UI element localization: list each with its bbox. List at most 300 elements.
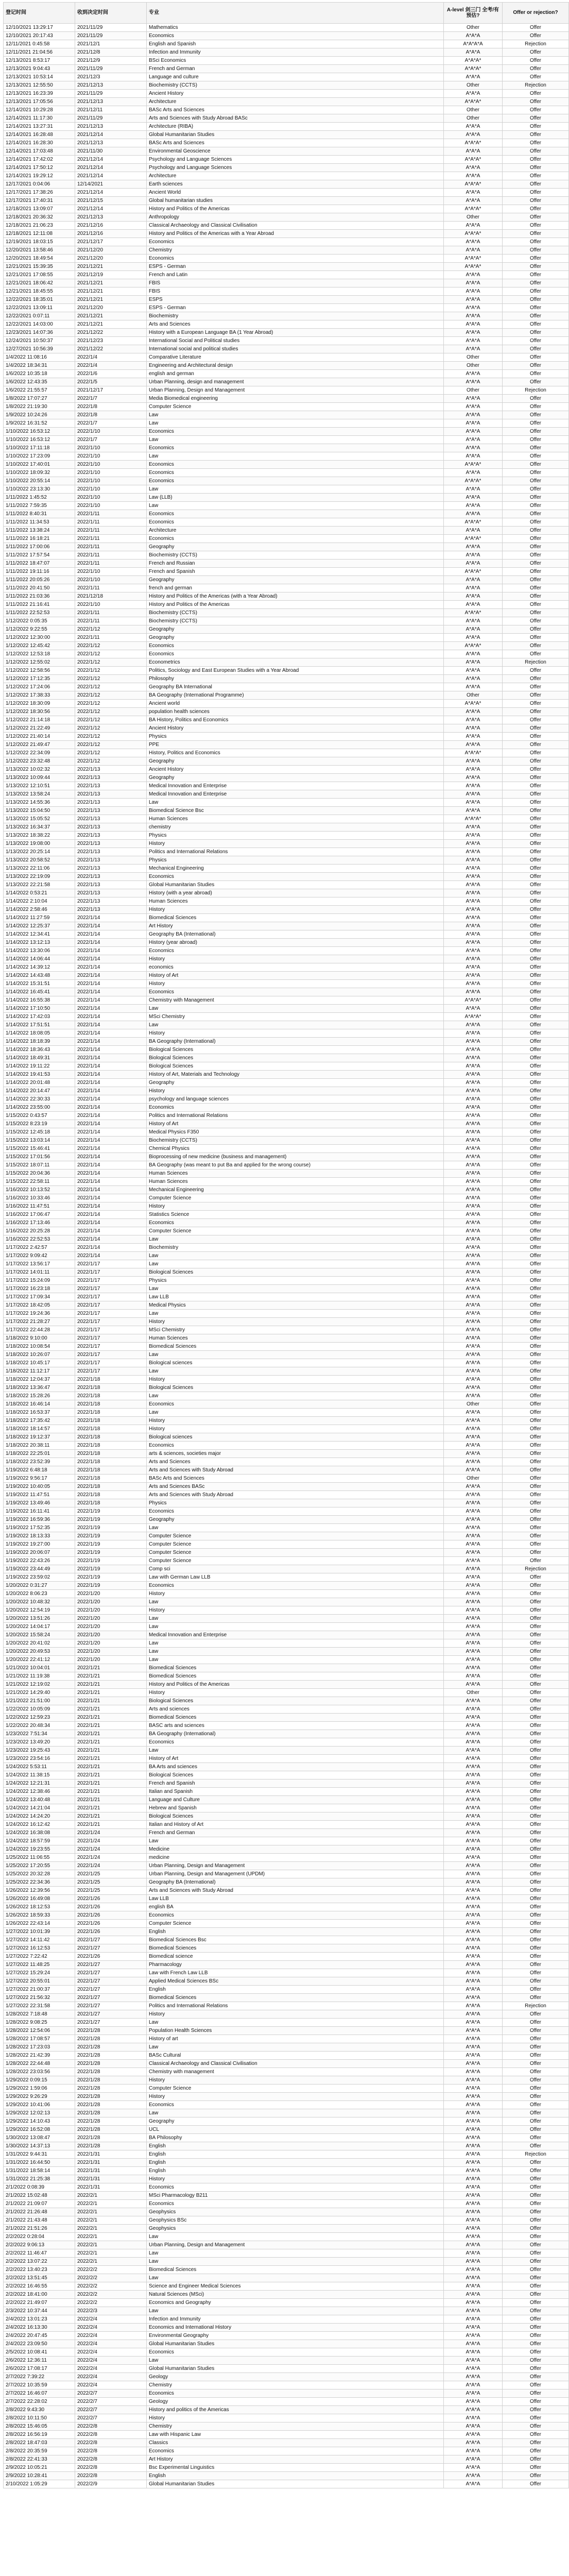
cell-alevel: A*A*A [444,1433,503,1442]
cell-offer: Offer [503,1227,569,1235]
cell-offer: Offer [503,980,569,988]
cell-alevel: A*A*A [444,2398,503,2406]
cell-decision-time: 2022/1/13 [75,873,147,881]
cell-offer: Offer [503,230,569,238]
cell-decision-time: 2022/1/11 [75,543,147,551]
cell-alevel: A*A*A [444,865,503,873]
cell-alevel: A*A*A [444,1483,503,1491]
cell-decision-time: 2021/12/21 [75,287,147,296]
cell-decision-time: 2022/1/18 [75,1425,147,1433]
cell-date-registered: 1/18/2022 22:25:01 [4,1450,75,1458]
cell-subject: Arts and Sciences [147,1458,444,1466]
cell-alevel: A*A*A [444,1796,503,1804]
table-row [4,2019,569,2027]
table-row [4,889,569,897]
cell-date-registered: 1/13/2022 22:11:06 [4,865,75,873]
cell-decision-time: 2022/1/13 [75,790,147,799]
cell-date-registered: 1/13/2022 14:55:36 [4,799,75,807]
table-row [4,1878,569,1887]
cell-offer: Offer [503,1788,569,1796]
cell-subject: Biological sciences [147,1433,444,1442]
cell-alevel: A*A*A [444,73,503,81]
cell-alevel: A*A*A [444,2010,503,2019]
cell-alevel: A*A*A [444,2455,503,2464]
cell-date-registered: 1/18/2022 16:53:37 [4,1409,75,1417]
cell-alevel: A*A*A [444,2101,503,2109]
cell-alevel: A*A*A [444,1029,503,1038]
cell-date-registered: 1/14/2022 2:10:04 [4,897,75,906]
cell-date-registered: 1/18/2022 10:26:07 [4,1351,75,1359]
cell-decision-time: 2022/2/8 [75,2472,147,2480]
table-row [4,1054,569,1062]
table-row [4,947,569,955]
table-row [4,1293,569,1301]
table-row [4,1202,569,1211]
cell-alevel: A*A*A [444,485,503,494]
cell-offer: Offer [503,1260,569,1268]
cell-offer: Offer [503,1771,569,1780]
cell-alevel: A*A*A [444,370,503,378]
cell-subject: Ancient History [147,90,444,98]
table-row [4,1186,569,1194]
table-row [4,2340,569,2348]
cell-decision-time: 2022/1/26 [75,1928,147,1936]
cell-alevel: A*A*A* [444,642,503,650]
table-row [4,1046,569,1054]
cell-date-registered: 12/20/2021 13:58:46 [4,246,75,255]
cell-date-registered: 1/31/2022 16:44:50 [4,2159,75,2167]
cell-alevel: A*A*A [444,1153,503,1161]
cell-decision-time: 2021/12/16 [75,222,147,230]
cell-date-registered: 1/11/2022 11:34:53 [4,518,75,527]
cell-date-registered: 1/14/2022 13:30:06 [4,947,75,955]
cell-date-registered: 2/1/2022 0:08:39 [4,2183,75,2192]
table-row [4,2274,569,2282]
cell-date-registered: 2/9/2022 10:28:41 [4,2472,75,2480]
cell-offer: Offer [503,2225,569,2233]
table-row [4,584,569,592]
table-row [4,2315,569,2324]
cell-subject: Psychology and Language Sciences [147,164,444,172]
cell-date-registered: 2/8/2022 18:47:03 [4,2439,75,2447]
cell-alevel: A*A*A [444,279,503,287]
cell-alevel: A*A*A [444,428,503,436]
table-row [4,1252,569,1260]
cell-offer: Offer [503,1483,569,1491]
cell-offer: Offer [503,1763,569,1771]
cell-offer: Offer [503,329,569,337]
cell-date-registered: 1/23/2022 7:51:34 [4,1730,75,1738]
cell-decision-time: 2022/2/1 [75,2233,147,2241]
cell-date-registered: 1/11/2022 20:41:50 [4,584,75,592]
table-row [4,403,569,411]
cell-date-registered: 12/11/2021 21:04:56 [4,48,75,57]
table-row [4,1730,569,1738]
cell-offer: Offer [503,1458,569,1466]
table-row [4,551,569,560]
cell-alevel: Other [444,1400,503,1409]
cell-date-registered: 1/10/2022 18:09:32 [4,469,75,477]
cell-date-registered: 1/6/2022 12:43:35 [4,378,75,386]
cell-offer: Offer [503,1796,569,1804]
cell-alevel: Other [444,386,503,395]
cell-date-registered: 1/31/2022 21:25:38 [4,2175,75,2183]
cell-subject: arts & sciences, societies major [147,1450,444,1458]
cell-offer: Offer [503,889,569,897]
cell-alevel: A*A*A [444,922,503,930]
cell-alevel: A*A*A [444,1623,503,1631]
cell-decision-time: 2022/1/12 [75,642,147,650]
table-row [4,2357,569,2365]
cell-alevel: A*A*A* [444,263,503,271]
cell-alevel: A*A*A [444,848,503,856]
cell-date-registered: 1/29/2022 16:52:08 [4,2126,75,2134]
cell-alevel: A*A*A [444,2192,503,2200]
cell-decision-time: 2022/1/21 [75,1672,147,1681]
cell-offer: Offer [503,2192,569,2200]
cell-decision-time: 2022/1/12 [75,650,147,658]
cell-date-registered: 1/31/2022 9:44:31 [4,2150,75,2159]
cell-subject: Economics [147,510,444,518]
cell-offer: Offer [503,320,569,329]
cell-decision-time: 2022/1/26 [75,1920,147,1928]
cell-subject: Medical Innovation and Enterprise [147,782,444,790]
cell-date-registered: 1/13/2022 20:58:52 [4,856,75,865]
cell-date-registered: 1/17/2022 17:09:34 [4,1293,75,1301]
cell-subject: Computer Science [147,1920,444,1928]
cell-offer: Offer [503,527,569,535]
cell-subject: Biochemistry (CCTS) [147,609,444,617]
cell-date-registered: 1/28/2022 17:08:57 [4,2035,75,2043]
cell-subject: Law (LLB) [147,494,444,502]
cell-decision-time: 2021/12/14 [75,189,147,197]
cell-offer: Offer [503,1318,569,1326]
table-row [4,1953,569,1961]
table-row [4,873,569,881]
cell-alevel: A*A*A [444,1573,503,1582]
cell-decision-time: 2022/1/7 [75,436,147,444]
cell-decision-time: 2022/1/28 [75,2093,147,2101]
table-row [4,1689,569,1697]
cell-offer: Offer [503,650,569,658]
cell-decision-time: 2022/1/28 [75,2101,147,2109]
cell-decision-time: 2021/11/29 [75,114,147,123]
cell-subject: Architecture [147,98,444,106]
cell-subject: History and politics of the Americas [147,2406,444,2414]
cell-alevel: A*A*A [444,329,503,337]
cell-subject: Physics [147,856,444,865]
table-row [4,749,569,757]
table-row [4,576,569,584]
cell-date-registered: 12/13/2021 8:53:17 [4,57,75,65]
table-row [4,1400,569,1409]
cell-date-registered: 2/10/2022 1:05:29 [4,2480,75,2488]
cell-date-registered: 1/25/2022 22:34:36 [4,1878,75,1887]
cell-offer: Offer [503,114,569,123]
cell-alevel: A*A*A [444,1862,503,1870]
cell-offer: Offer [503,1211,569,1219]
cell-decision-time: 2021/12/15 [75,197,147,205]
cell-decision-time: 2022/1/13 [75,782,147,790]
table-row [4,823,569,832]
cell-date-registered: 1/10/2022 17:11:18 [4,444,75,452]
cell-offer: Offer [503,906,569,914]
cell-subject: Geography BA International [147,683,444,691]
cell-date-registered: 12/14/2021 17:50:12 [4,164,75,172]
cell-offer: Offer [503,279,569,287]
table-row [4,2266,569,2274]
cell-offer: Offer [503,1499,569,1507]
cell-offer: Offer [503,716,569,724]
cell-date-registered: 1/21/2022 10:04:01 [4,1664,75,1672]
cell-decision-time: 2022/1/24 [75,1837,147,1845]
cell-date-registered: 1/27/2022 10:01:39 [4,1928,75,1936]
cell-decision-time: 2022/1/19 [75,1532,147,1540]
cell-date-registered: 1/10/2022 17:40:01 [4,461,75,469]
table-row [4,667,569,675]
cell-date-registered: 2/9/2022 10:05:21 [4,2464,75,2472]
cell-date-registered: 12/13/2021 12:55:50 [4,81,75,90]
cell-subject: English [147,1928,444,1936]
table-row [4,996,569,1005]
cell-date-registered: 1/27/2022 16:12:53 [4,1944,75,1953]
cell-subject: Ancient History [147,724,444,733]
cell-decision-time: 2022/1/12 [75,700,147,708]
cell-offer: Offer [503,477,569,485]
cell-decision-time: 2022/1/14 [75,1079,147,1087]
table-row [4,139,569,147]
cell-offer: Offer [503,2422,569,2431]
cell-subject: Law [147,2307,444,2315]
cell-decision-time: 2022/1/27 [75,1977,147,1986]
cell-subject: History of Art [147,1755,444,1763]
cell-subject: Law [147,1252,444,1260]
table-row [4,271,569,279]
cell-decision-time: 2022/1/13 [75,823,147,832]
cell-decision-time: 2022/1/19 [75,1573,147,1582]
cell-subject: Geography [147,543,444,551]
cell-decision-time: 2022/2/7 [75,2414,147,2422]
cell-decision-time: 2022/1/27 [75,1936,147,1944]
cell-decision-time: 2022/1/18 [75,1400,147,1409]
cell-subject: French and German [147,1829,444,1837]
cell-alevel: A*A*A [444,2068,503,2076]
cell-offer: Offer [503,724,569,733]
cell-subject: French and German [147,65,444,73]
cell-alevel: A*A*A [444,1953,503,1961]
cell-offer: Offer [503,601,569,609]
cell-alevel: A*A*A [444,592,503,601]
table-row [4,972,569,980]
cell-subject: History [147,2010,444,2019]
table-row [4,2052,569,2060]
cell-decision-time: 2021/12/13 [75,98,147,106]
cell-alevel: Other [444,213,503,222]
cell-offer: Offer [503,1409,569,1417]
cell-subject: Human Sciences [147,1178,444,1186]
cell-decision-time: 2022/1/12 [75,658,147,667]
table-row [4,2134,569,2142]
table-row [4,2159,569,2167]
cell-date-registered: 12/10/2021 13:29:17 [4,24,75,32]
cell-subject: Geography [147,1516,444,1524]
cell-subject: Urban Planning, Design and Management [147,1862,444,1870]
cell-subject: Biological Sciences [147,1771,444,1780]
table-row [4,494,569,502]
table-row [4,1087,569,1095]
cell-subject: Medical Innovation and Enterprise [147,790,444,799]
cell-alevel: A*A*A* [444,57,503,65]
cell-decision-time: 2022/1/14 [75,1005,147,1013]
cell-alevel: A*A*A [444,955,503,963]
cell-offer: Offer [503,1071,569,1079]
cell-decision-time: 2022/1/14 [75,1029,147,1038]
table-row [4,65,569,73]
cell-offer: Offer [503,1870,569,1878]
cell-offer: Offer [503,1623,569,1631]
cell-offer: Offer [503,1862,569,1870]
cell-subject: Economics [147,650,444,658]
cell-offer: Offer [503,1648,569,1656]
cell-decision-time: 2022/1/25 [75,1887,147,1895]
cell-offer: Offer [503,2398,569,2406]
cell-alevel: A*A*A [444,510,503,518]
table-row [4,436,569,444]
cell-date-registered: 12/14/2021 13:27:31 [4,123,75,131]
cell-decision-time: 2022/1/14 [75,1211,147,1219]
cell-offer: Offer [503,823,569,832]
cell-decision-time: 2022/2/7 [75,2389,147,2398]
cell-date-registered: 1/13/2022 18:38:22 [4,832,75,840]
table-row [4,1235,569,1244]
cell-subject: Arts and sciences [147,1705,444,1714]
cell-alevel: A*A*A [444,378,503,386]
cell-decision-time: 2022/1/31 [75,2150,147,2159]
cell-date-registered: 1/11/2022 21:16:41 [4,601,75,609]
cell-alevel: A*A*A [444,873,503,881]
cell-date-registered: 1/18/2022 20:38:11 [4,1442,75,1450]
cell-decision-time: 2021/12/14 [75,172,147,180]
cell-offer: Offer [503,2249,569,2258]
table-row [4,939,569,947]
cell-date-registered: 1/9/2022 10:24:26 [4,411,75,419]
table-row [4,1796,569,1804]
cell-offer: Offer [503,1557,569,1565]
cell-alevel: A*A*A [444,716,503,724]
cell-date-registered: 1/21/2022 11:19:38 [4,1672,75,1681]
cell-date-registered: 2/8/2022 10:11:50 [4,2414,75,2422]
cell-subject: Law [147,2274,444,2282]
cell-subject: French and Spanish [147,568,444,576]
cell-alevel: A*A*A [444,1944,503,1953]
cell-date-registered: 1/19/2022 10:40:05 [4,1483,75,1491]
cell-alevel: A*A*A [444,1466,503,1475]
cell-alevel: A*A*A [444,164,503,172]
cell-alevel: A*A*A [444,1895,503,1903]
cell-alevel: A*A*A [444,1219,503,1227]
cell-date-registered: 2/3/2022 10:37:44 [4,2307,75,2315]
cell-decision-time: 2022/1/17 [75,1310,147,1318]
cell-date-registered: 1/13/2022 22:21:58 [4,881,75,889]
cell-date-registered: 1/17/2022 16:23:18 [4,1285,75,1293]
cell-date-registered: 12/14/2021 10:29:28 [4,106,75,114]
cell-alevel: Other [444,114,503,123]
cell-date-registered: 1/14/2022 19:11:22 [4,1062,75,1071]
cell-alevel: A*A*A [444,1079,503,1087]
cell-decision-time: 2022/1/14 [75,1244,147,1252]
cell-decision-time: 2022/1/28 [75,2035,147,2043]
table-row [4,2043,569,2052]
cell-alevel: A*A*A [444,2159,503,2167]
cell-subject: Environmental Geography [147,2332,444,2340]
table-row [4,1310,569,1318]
table-row [4,1359,569,1367]
table-row [4,2216,569,2225]
table-row [4,675,569,683]
cell-subject: Politics and International Relations [147,2002,444,2010]
admissions-table [3,2,569,2488]
cell-alevel: A*A*A [444,1367,503,1376]
table-row [4,568,569,576]
cell-subject: Biomedical Sciences [147,2266,444,2274]
cell-decision-time: 2021/12/13 [75,123,147,131]
cell-alevel: Other [444,106,503,114]
cell-alevel: A*A*A [444,1681,503,1689]
cell-offer: Offer [503,1656,569,1664]
cell-date-registered: 1/19/2022 22:43:26 [4,1557,75,1565]
cell-decision-time: 2022/1/28 [75,2126,147,2134]
cell-date-registered: 2/8/2022 9:43:30 [4,2406,75,2414]
cell-decision-time: 2022/1/27 [75,1969,147,1977]
table-row [4,2464,569,2472]
cell-offer: Offer [503,799,569,807]
cell-offer: Offer [503,353,569,362]
cell-offer: Offer [503,403,569,411]
table-row [4,2291,569,2299]
cell-offer: Offer [503,1062,569,1071]
cell-subject: Politics, Sociology and East European Studies with a Year Abroad [147,667,444,675]
cell-alevel: A*A*A [444,2035,503,2043]
cell-alevel: A*A*A [444,1326,503,1334]
cell-decision-time: 2022/1/14 [75,955,147,963]
cell-alevel: A*A*A [444,807,503,815]
cell-date-registered: 1/20/2022 14:04:17 [4,1623,75,1631]
cell-subject: Computer Science [147,1540,444,1549]
cell-offer: Offer [503,741,569,749]
cell-decision-time: 2022/2/1 [75,2208,147,2216]
cell-alevel: A*A*A [444,2043,503,2052]
cell-decision-time: 2022/1/5 [75,378,147,386]
table-row [4,1986,569,1994]
cell-subject: History and Politics of the Americas with a Year Abroad [147,230,444,238]
table-row [4,774,569,782]
cell-subject: History [147,2414,444,2422]
cell-alevel: A*A*A [444,2093,503,2101]
cell-offer: Offer [503,2134,569,2142]
cell-decision-time: 2022/2/1 [75,2200,147,2208]
cell-decision-time: 2022/1/26 [75,1953,147,1961]
cell-offer: Offer [503,1301,569,1310]
cell-decision-time: 2022/2/2 [75,2266,147,2274]
cell-decision-time: 2021/12/19 [75,271,147,279]
cell-decision-time: 2021/12/21 [75,312,147,320]
cell-alevel: A*A*A [444,1499,503,1507]
cell-date-registered: 12/14/2021 16:28:30 [4,139,75,147]
cell-subject: English [147,2150,444,2159]
table-row [4,799,569,807]
cell-subject: Physics [147,733,444,741]
cell-subject: Ancient World [147,189,444,197]
